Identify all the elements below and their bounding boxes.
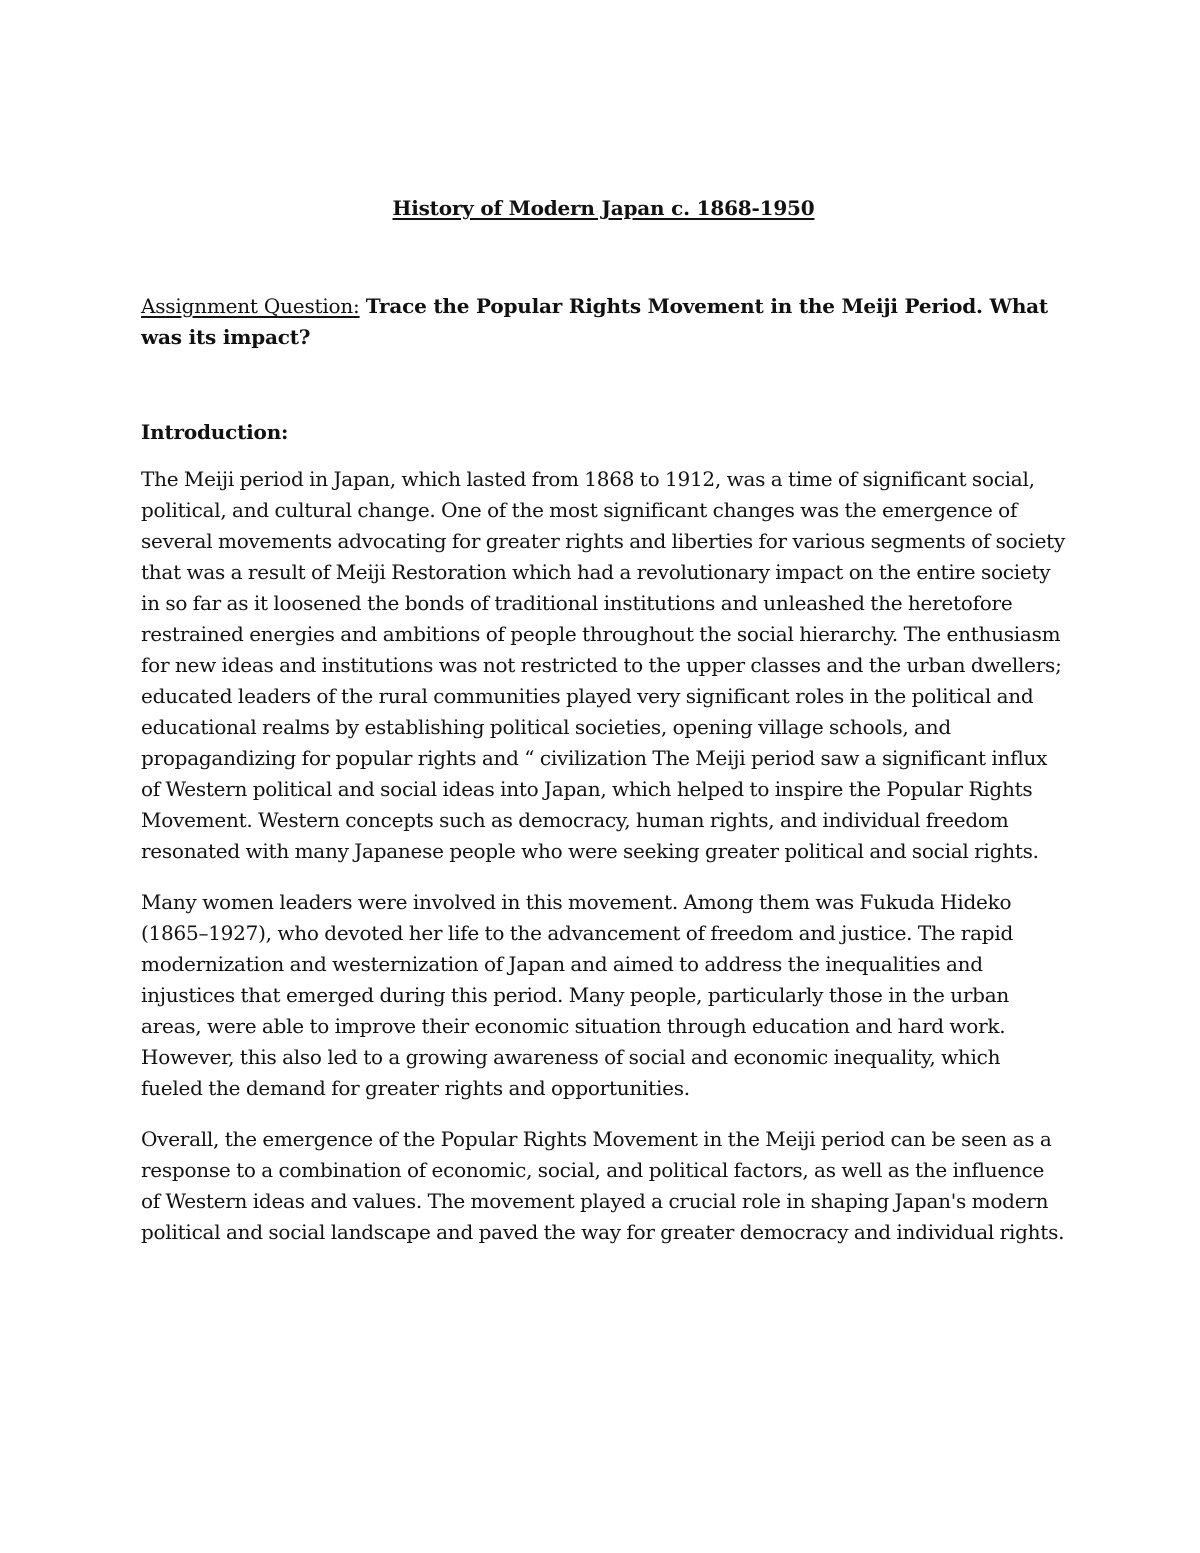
assignment-question [141, 291, 1066, 353]
document-body [141, 193, 1066, 1248]
body-paragraph-1: The Meiji period in Japan, which lasted from 1868 to 1912, was a time of significant social, political, and cultural change. One of the most significant changes was the emergence of several movements advocating for greater rights and liberties for various segments of society that was a result of Meiji Restoration which had a revolutionary impact on the entire society in so far as it loosened the bonds of traditional institutions and unleashed the heretofore restrained energies and ambitions of people throughout the social hierarchy. The enthusiasm for new ideas and institutions was not restricted to the upper classes and the urban dwellers; educated leaders of the rural communities played very significant roles in the political and educational realms by establishing political societies, opening village schools, and propagandizing for popular rights and “ civilization The Meiji period saw a significant influx of Western political and social ideas into Japan, which helped to inspire the Popular Rights Movement. Western concepts such as democracy, human rights, and individual freedom resonated with many Japanese people who were seeking greater political and social rights. [141, 467, 1065, 863]
assignment-question-label: Assignment Question: [141, 294, 360, 318]
body-paragraph-2: Many women leaders were involved in this movement. Among them was Fukuda Hideko (1865–1927), who devoted her life to the advancement of freedom and justice. The rapid modernization and westernization of Japan and aimed to address the inequalities and injustices that emerged during this period. Many people, particularly those in the urban areas, were able to improve their economic situation through education and hard work. However, this also led to a growing awareness of social and economic inequality, which fueled the demand for greater rights and opportunities. [141, 890, 1014, 1100]
body-paragraph-3: Overall, the emergence of the Popular Rights Movement in the Meiji period can be seen as a response to a combination of economic, social, and political factors, as well as the influence of Western ideas and values. The movement played a crucial role in shaping Japan's modern political and social landscape and paved the way for greater democracy and individual rights. [141, 1127, 1065, 1244]
introduction-heading: Introduction: [141, 420, 289, 444]
assignment-question-text: Trace the Popular Rights Movement in the Meiji Period. What was its impact? [141, 294, 1048, 349]
document-title: History of Modern Japan c. 1868-1950 [392, 196, 815, 220]
